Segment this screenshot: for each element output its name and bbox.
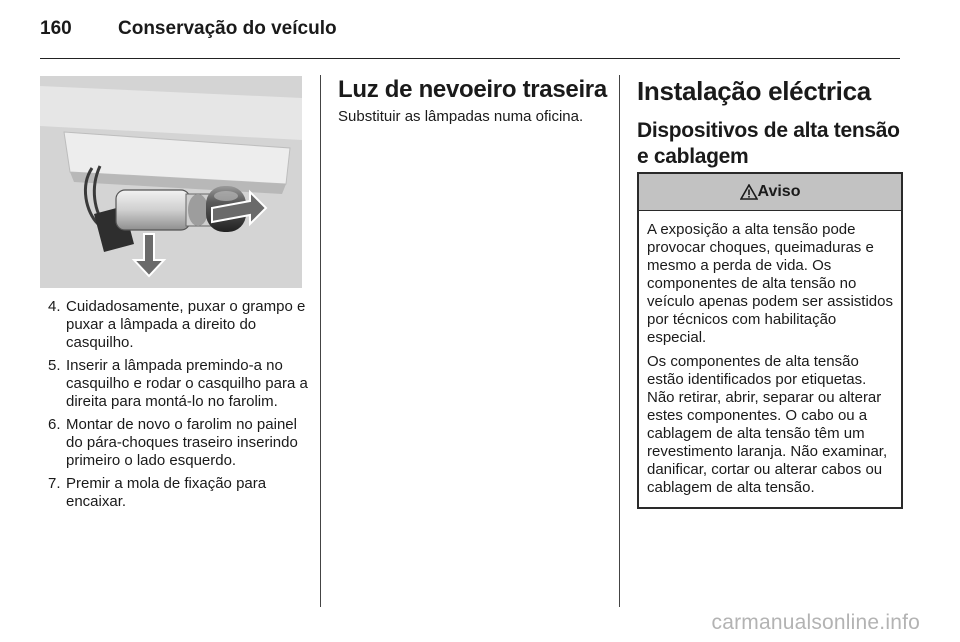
column-right — [637, 76, 903, 496]
column-left — [40, 76, 308, 510]
section-heading-electrical: Instalação eléctrica — [637, 76, 871, 106]
section-body-fog-light: Substituir as lâmpadas numa oficina. — [338, 108, 584, 125]
section-heading-fog-light: Luz de nevoeiro traseira — [338, 76, 607, 103]
column-divider-left — [320, 75, 321, 607]
step-list — [40, 298, 310, 516]
warning-header — [639, 174, 901, 211]
warning-title: Aviso — [757, 183, 801, 200]
warning-box — [637, 172, 903, 509]
list-item: 4. Cuidadosamente, puxar o grampo e puxar a lâmpada a direito do casquilho. — [48, 298, 306, 351]
watermark: carmanualsonline.info — [711, 611, 920, 634]
warning-triangle-icon — [740, 184, 758, 200]
page-number: 160 — [40, 18, 72, 39]
subsection-heading-high-voltage: Dispositivos de alta tensão e cablagem — [637, 119, 900, 168]
page-title: Conservação do veículo — [118, 18, 337, 39]
header-rule — [40, 58, 900, 59]
warning-body — [639, 211, 901, 507]
list-item: 6. Montar de novo o farolim no painel do pára-choques traseiro inserindo primeiro o lado esquerdo. — [48, 416, 298, 469]
list-item: 5. Inserir a lâmpada premindo-a no casquilho e rodar o casquilho para a direita para montá-lo no farolim. — [48, 357, 308, 410]
warning-paragraph: A exposição a alta tensão pode provocar choques, queimaduras e mesmo a perda de vida. Os componentes de alta tensão no veículo apenas podem ser assistidos por técnicos com habilitação especial. — [647, 221, 893, 346]
bulb-removal-illustration — [40, 76, 302, 288]
list-item: 7. Premir a mola de fixação para encaixar. — [48, 475, 267, 510]
column-divider-right — [619, 75, 620, 607]
warning-paragraph: Os componentes de alta tensão estão identificados por etiquetas. Não retirar, abrir, separar ou alterar estes componentes. O cabo ou a cablagem de alta tensão têm um revestimento laranja. Não examinar, danificar, cortar ou alterar cabos ou cablagem de alta tensão. — [647, 353, 888, 496]
column-middle — [338, 76, 610, 126]
